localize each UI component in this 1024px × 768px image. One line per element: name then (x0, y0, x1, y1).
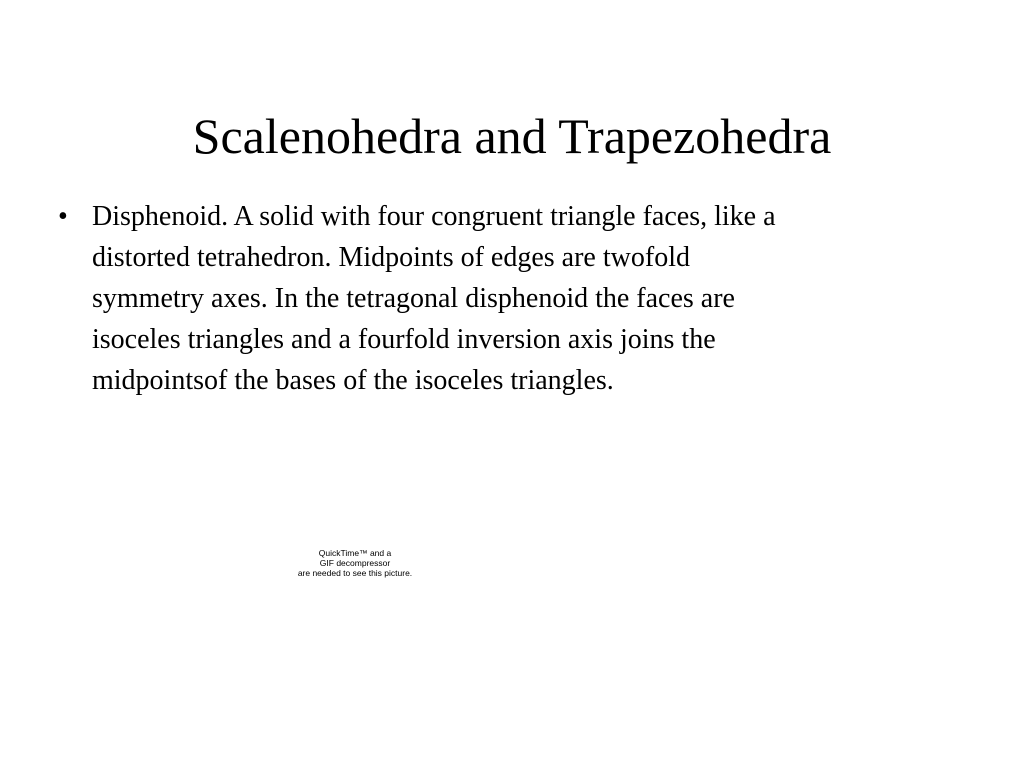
bullet-text-line: distorted tetrahedron. Midpoints of edges are twofold (92, 242, 690, 273)
placeholder-line: QuickTime™ and a (318, 548, 392, 558)
slide-title: Scalenohedra and Trapezohedra (192, 108, 832, 164)
bullet-list (58, 196, 958, 401)
placeholder-line: are needed to see this picture. (297, 568, 413, 578)
placeholder-line: GIF decompressor (319, 558, 391, 568)
bullet-text-line: isoceles triangles and a fourfold inversion axis joins the (92, 324, 716, 355)
bullet-text-line: symmetry axes. In the tetragonal disphenoid the faces are (92, 283, 735, 314)
bullet-text-line: midpointsof the bases of the isoceles triangles. (92, 365, 614, 396)
bullet-text (92, 201, 776, 396)
bullet-marker: • (58, 201, 68, 232)
quicktime-image-placeholder (284, 548, 426, 578)
bullet-item (58, 196, 958, 401)
bullet-text-line: Disphenoid. A solid with four congruent triangle faces, like a (92, 201, 776, 232)
